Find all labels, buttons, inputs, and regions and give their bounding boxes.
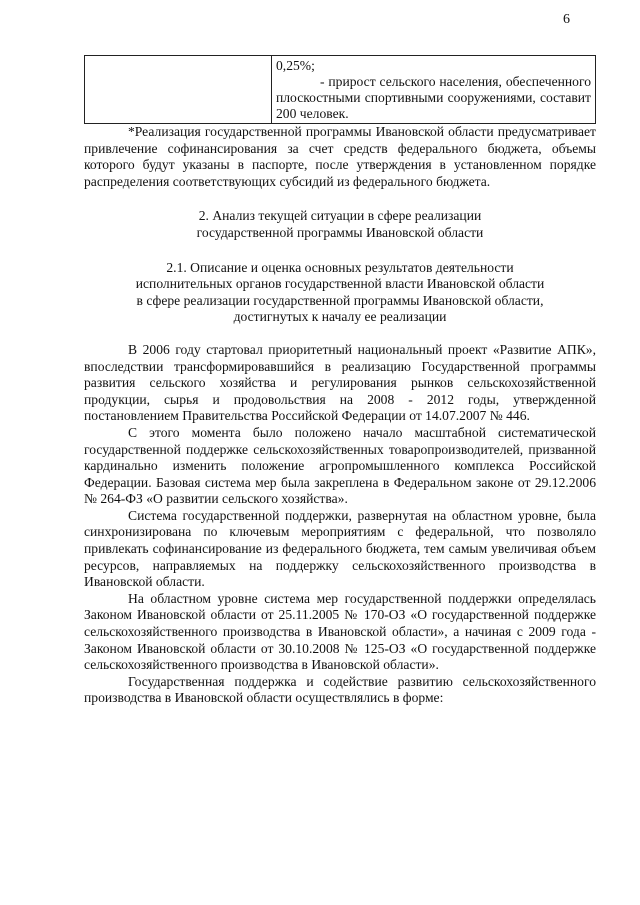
- document-body: [84, 55, 596, 707]
- heading-line: 2. Анализ текущей ситуации в сфере реализации: [198, 208, 482, 224]
- heading-line: государственной программы Ивановской области: [196, 224, 484, 240]
- heading-line: достигнутых к началу ее реализации: [233, 309, 447, 325]
- body-paragraph: С этого момента было положено начало масштабной систематической государственной поддержке сельскохозяйственных товаропроизводителей, призванной кардинально изменить положение агропромышленного комплекса Российской Федерации. Базовая система мер была закреплена в Федеральном законе от 29.12.2006 № 264-ФЗ «О развитии сельского хозяйства».: [84, 424, 596, 507]
- table-text-line: 0,25%;: [276, 58, 315, 73]
- table-text-line: - прирост сельского населения, обеспеченного плоскостными спортивными сооружениями, составит 200 человек.: [276, 74, 591, 121]
- body-paragraph: Государственная поддержка и содействие развитию сельскохозяйственного производства в Ивановской области осуществлялись в форме:: [84, 673, 596, 706]
- heading-line: исполнительных органов государственной власти Ивановской области: [135, 276, 545, 292]
- footnote-paragraph: *Реализация государственной программы Ивановской области предусматривает привлечение софинансирования за счет средств федерального бюджета, объемы которого будут указаны в паспорте, после утверждения в установленном порядке распределения соответствующих субсидий из федерального бюджета.: [84, 124, 596, 189]
- continuation-table: [84, 55, 596, 124]
- section-heading-2-1: [84, 260, 596, 326]
- page-number: 6: [563, 12, 570, 27]
- heading-line: 2.1. Описание и оценка основных результатов деятельности: [166, 259, 514, 275]
- body-paragraph: В 2006 году стартовал приоритетный национальный проект «Развитие АПК», впоследствии трансформировавшийся в реализацию Государственной программы развития сельского хозяйства и регулирования рынков сельскохозяйственной продукции, сырья и продовольствия на 2008 - 2012 годы, утвержденной постановлением Правительства Российской Федерации от 14.07.2007 № 446.: [84, 341, 596, 424]
- table-cell-text: [272, 56, 596, 124]
- table-cell-empty: [85, 56, 272, 124]
- section-heading-2: [84, 208, 596, 241]
- body-paragraph: Система государственной поддержки, развернутая на областном уровне, была синхронизирована по ключевым мероприятиям с федеральной, что позволяло привлекать софинансирование из федерального бюджета, тем самым увеличивая объем ресурсов, направляемых на поддержку сельскохозяйственного производства в Ивановской области.: [84, 507, 596, 590]
- body-paragraph: На областном уровне система мер государственной поддержки определялась Законом Ивановской области от 25.11.2005 № 170-ОЗ «О государственной поддержке сельскохозяйственного производства в Ивановской области», а начиная с 2009 года - Законом Ивановской области от 30.10.2008 № 125-ОЗ «О государственной поддержке сельскохозяйственного производства в Ивановской области».: [84, 590, 596, 673]
- heading-line: в сфере реализации государственной программы Ивановской области,: [136, 292, 544, 308]
- table-row: [85, 56, 596, 124]
